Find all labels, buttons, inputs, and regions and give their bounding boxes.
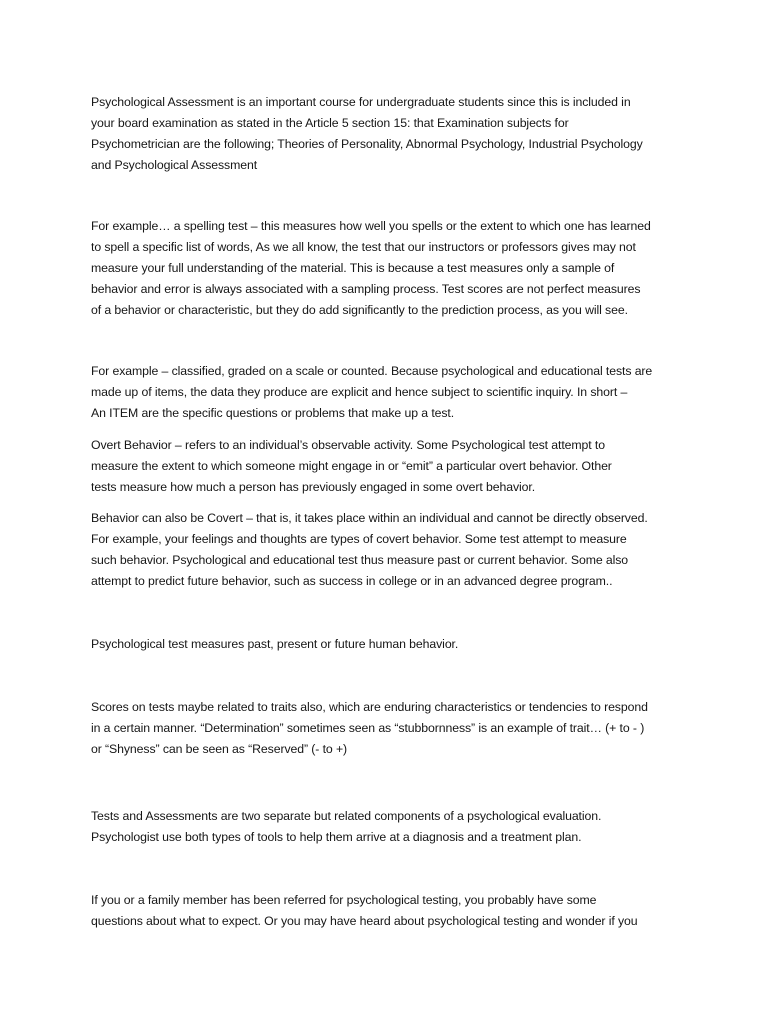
paragraph-referral (91, 890, 691, 932)
paragraph-board-exam (91, 92, 691, 176)
text-line: Scores on tests maybe related to traits also, which are enduring characteristics or tendencies to respond (91, 700, 648, 714)
text-line: Psychologist use both types of tools to help them arrive at a diagnosis and a treatment plan. (91, 829, 582, 844)
paragraph-traits (91, 697, 691, 760)
text-line: measure your full understanding of the material. This is because a test measures only a sample of (91, 260, 615, 275)
text-line: An ITEM are the specific questions or problems that make up a test. (91, 405, 455, 420)
text-line: behavior and error is always associated with a sampling process. Test scores are not perfect measures (91, 281, 641, 296)
text-line: tests measure how much a person has previously engaged in some overt behavior. (91, 479, 536, 494)
paragraph-overt-behavior (91, 435, 691, 498)
paragraph-covert-behavior (91, 508, 691, 592)
text-line: of a behavior or characteristic, but they do add significantly to the prediction process, as you will see. (91, 302, 628, 317)
text-line: to spell a specific list of words, As we all know, the test that our instructors or professors gives may not (91, 239, 636, 254)
text-line: such behavior. Psychological and educational test thus measure past or current behavior. Some also (91, 552, 629, 567)
text-line: made up of items, the data they produce are explicit and hence subject to scientific inquiry. In short – (91, 384, 628, 399)
paragraph-items (91, 361, 691, 424)
text-line: your board examination as stated in the Article 5 section 15: that Examination subjects for (91, 115, 569, 130)
paragraph-test-measures (91, 634, 691, 655)
text-line: Psychometrician are the following; Theories of Personality, Abnormal Psychology, Industrial Psychology (91, 136, 643, 151)
text-line: Behavior can also be Covert – that is, it takes place within an individual and cannot be directly observed. (91, 511, 648, 525)
text-line: For example – classified, graded on a scale or counted. Because psychological and educational tests are (91, 364, 653, 378)
text-line: in a certain manner. “Determination” sometimes seen as “stubbornness” is an example of trait… (+ to - ) (91, 720, 645, 735)
text-line: Psychological Assessment is an important course for undergraduate students since this is included in (91, 95, 631, 109)
text-line: measure the extent to which someone might engage in or “emit” a particular overt behavior. Other (91, 458, 612, 473)
text-line: Overt Behavior – refers to an individual’s observable activity. Some Psychological test attempt to (91, 438, 605, 452)
text-line: Tests and Assessments are two separate but related components of a psychological evaluation. (91, 809, 602, 823)
text-line: For example, your feelings and thoughts are types of covert behavior. Some test attempt to measure (91, 531, 627, 546)
paragraph-spelling-test (91, 216, 691, 321)
text-line: or “Shyness” can be seen as “Reserved” (- to +) (91, 741, 348, 756)
text-line: For example… a spelling test – this measures how well you spells or the extent to which one has learned (91, 219, 651, 233)
text-line: If you or a family member has been referred for psychological testing, you probably have some (91, 893, 597, 907)
text-line: Psychological test measures past, present or future human behavior. (91, 637, 459, 651)
text-line: attempt to predict future behavior, such as success in college or in an advanced degree program.. (91, 573, 613, 588)
text-line: questions about what to expect. Or you may have heard about psychological testing and wonder if you (91, 913, 638, 928)
text-line: and Psychological Assessment (91, 157, 258, 172)
paragraph-tests-and-assessments (91, 806, 691, 848)
